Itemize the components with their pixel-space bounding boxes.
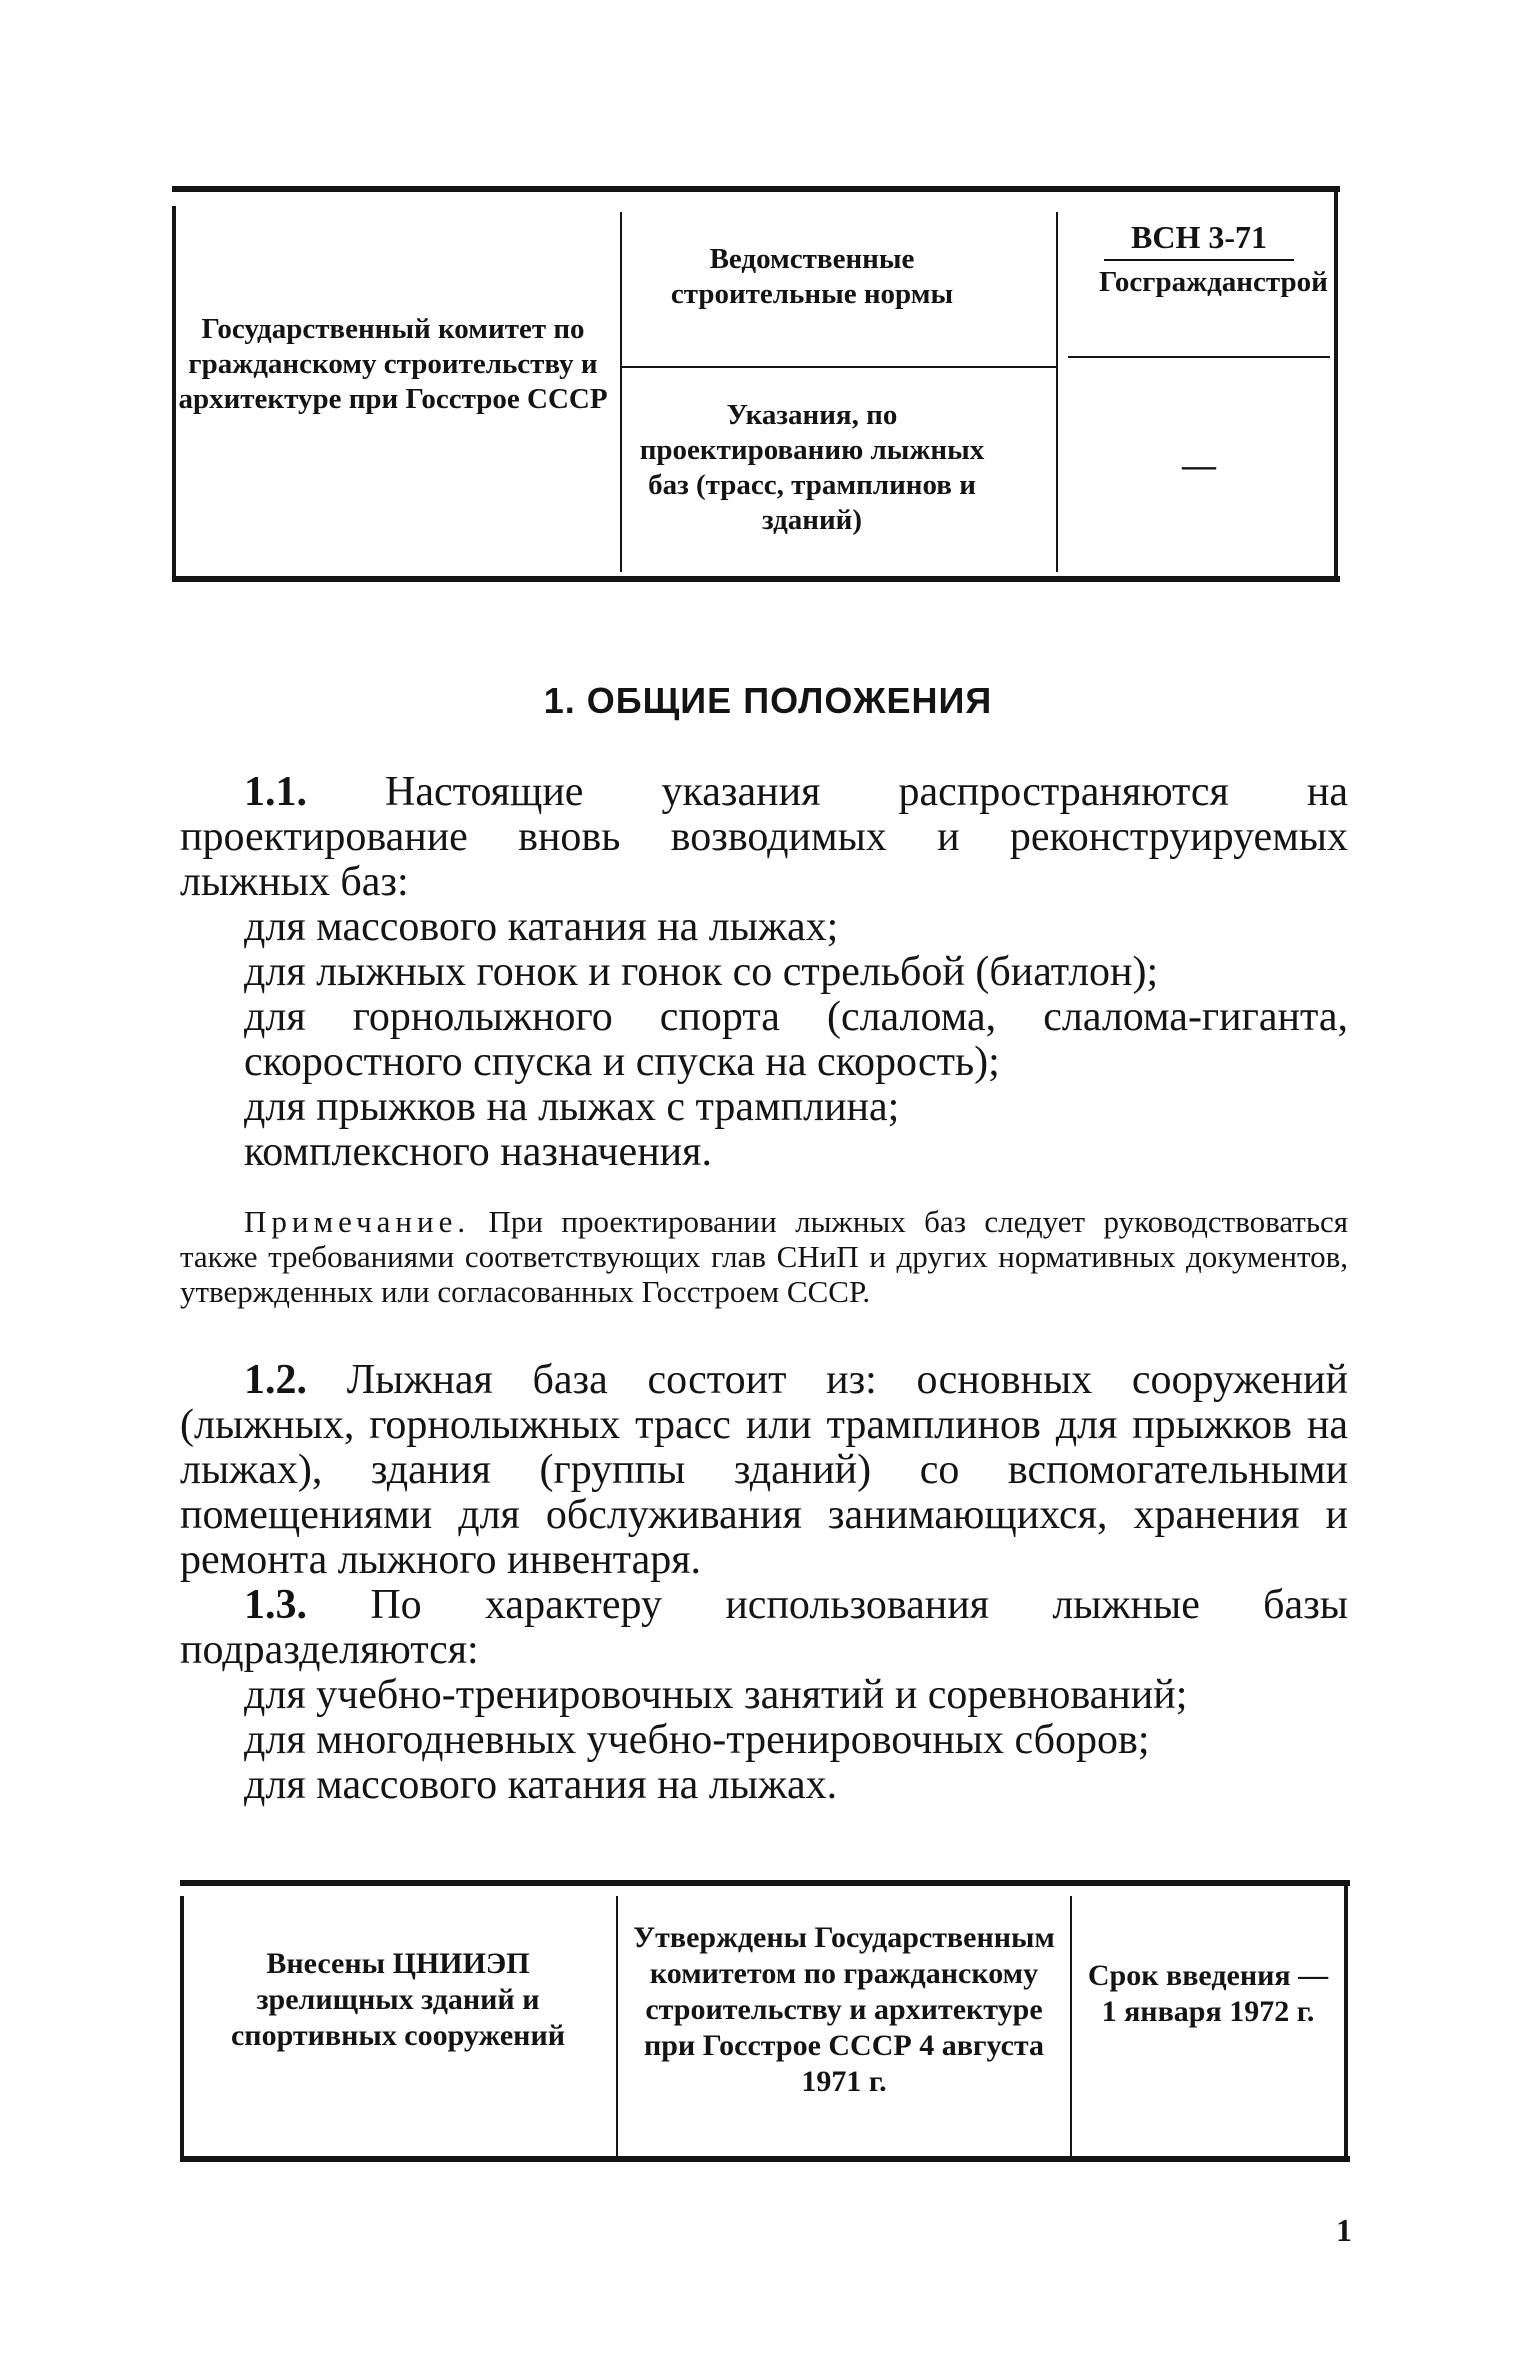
list-item: комплексного назначения. [244, 1129, 712, 1175]
paragraph-1-2 [180, 1358, 1348, 1583]
document-code-block [1064, 220, 1334, 300]
paragraph-1-1 [180, 770, 1348, 1175]
table-row-divider [1068, 356, 1330, 358]
submitted-by: Внесены ЦНИИЭП зрелищных зданий и спортивных сооружений [230, 1947, 566, 2052]
list-item: для многодневных учебно-тренировочных сборов; [244, 1717, 1150, 1763]
paragraph-text: Лыжная база состоит из: основных сооружений (лыжных, горнолыжных трасс или трамплинов для прыжков на лыжах), здания (группы зданий) со вспомогательными помещениями для обслуживания занимающихся, хранения и ремонта лыжного инвентаря. [180, 1357, 1348, 1583]
note-text: При проектировании лыжных баз следует руководствоваться также требованиями соответствующих глав СНиП и других нормативных документов, утвержденных или согласованных Госстроем СССР. [180, 1204, 1349, 1309]
table-border-left [172, 206, 176, 576]
norms-type: Ведомственные строительные нормы [670, 243, 954, 310]
list-item: для прыжков на лыжах с трамплина; [244, 1084, 900, 1130]
page-number: 1 [1336, 2212, 1352, 2248]
table-border-right [1344, 1886, 1348, 2158]
paragraph-1-3 [180, 1583, 1348, 1808]
list-item: для лыжных гонок и гонок со стрельбой (биатлон); [244, 949, 1159, 995]
approval-table [180, 1880, 1350, 2162]
table-divider [616, 1896, 618, 2156]
replaced-document-dash: — [1182, 447, 1216, 484]
table-divider [1070, 1896, 1072, 2156]
issuing-org: Госгражданстрой [1099, 266, 1328, 298]
paragraph-number: 1.1. [244, 769, 307, 815]
header-table [172, 186, 1340, 582]
note [180, 1204, 1348, 1309]
effective-date: Срок введения — 1 января 1972 г. [1087, 1959, 1329, 2028]
paragraph-number: 1.3. [244, 1582, 307, 1628]
list-item: для массового катания на лыжах; [244, 904, 839, 950]
table-border-right [1334, 192, 1338, 576]
note-label: Примечание. [244, 1204, 471, 1239]
document-title: Указания, по проектированию лыжных баз (трасс, трамплинов и зданий) [639, 399, 985, 536]
table-divider [1056, 212, 1058, 572]
issuing-committee: Государственный комитет по гражданскому строительству и архитектуре при Госстрое СССР [178, 313, 608, 415]
list-item: для учебно-тренировочных занятий и соревнований; [244, 1672, 1188, 1718]
list-item: для горнолыжного спорта (слалома, слалома-гиганта, скоростного спуска и спуска на скорость); [244, 994, 1348, 1085]
list-item: для массового катания на лыжах. [244, 1762, 838, 1808]
document-code: ВСН 3-71 [1104, 220, 1294, 261]
section-heading: 1. ОБЩИЕ ПОЛОЖЕНИЯ [543, 680, 993, 721]
table-row-divider [622, 366, 1056, 368]
paragraph-number: 1.2. [244, 1357, 307, 1403]
table-border-left [180, 1896, 184, 2156]
paragraph-text: По характеру использования лыжные базы подразделяются: [180, 1582, 1349, 1673]
paragraph-text: Настоящие указания распространяются на проектирование вновь возводимых и реконструируемых лыжных баз: [180, 769, 1349, 905]
approved-by: Утверждены Государственным комитетом по гражданскому строительству и архитектуре при Госстрое СССР 4 августа 1971 г. [633, 1921, 1055, 2098]
